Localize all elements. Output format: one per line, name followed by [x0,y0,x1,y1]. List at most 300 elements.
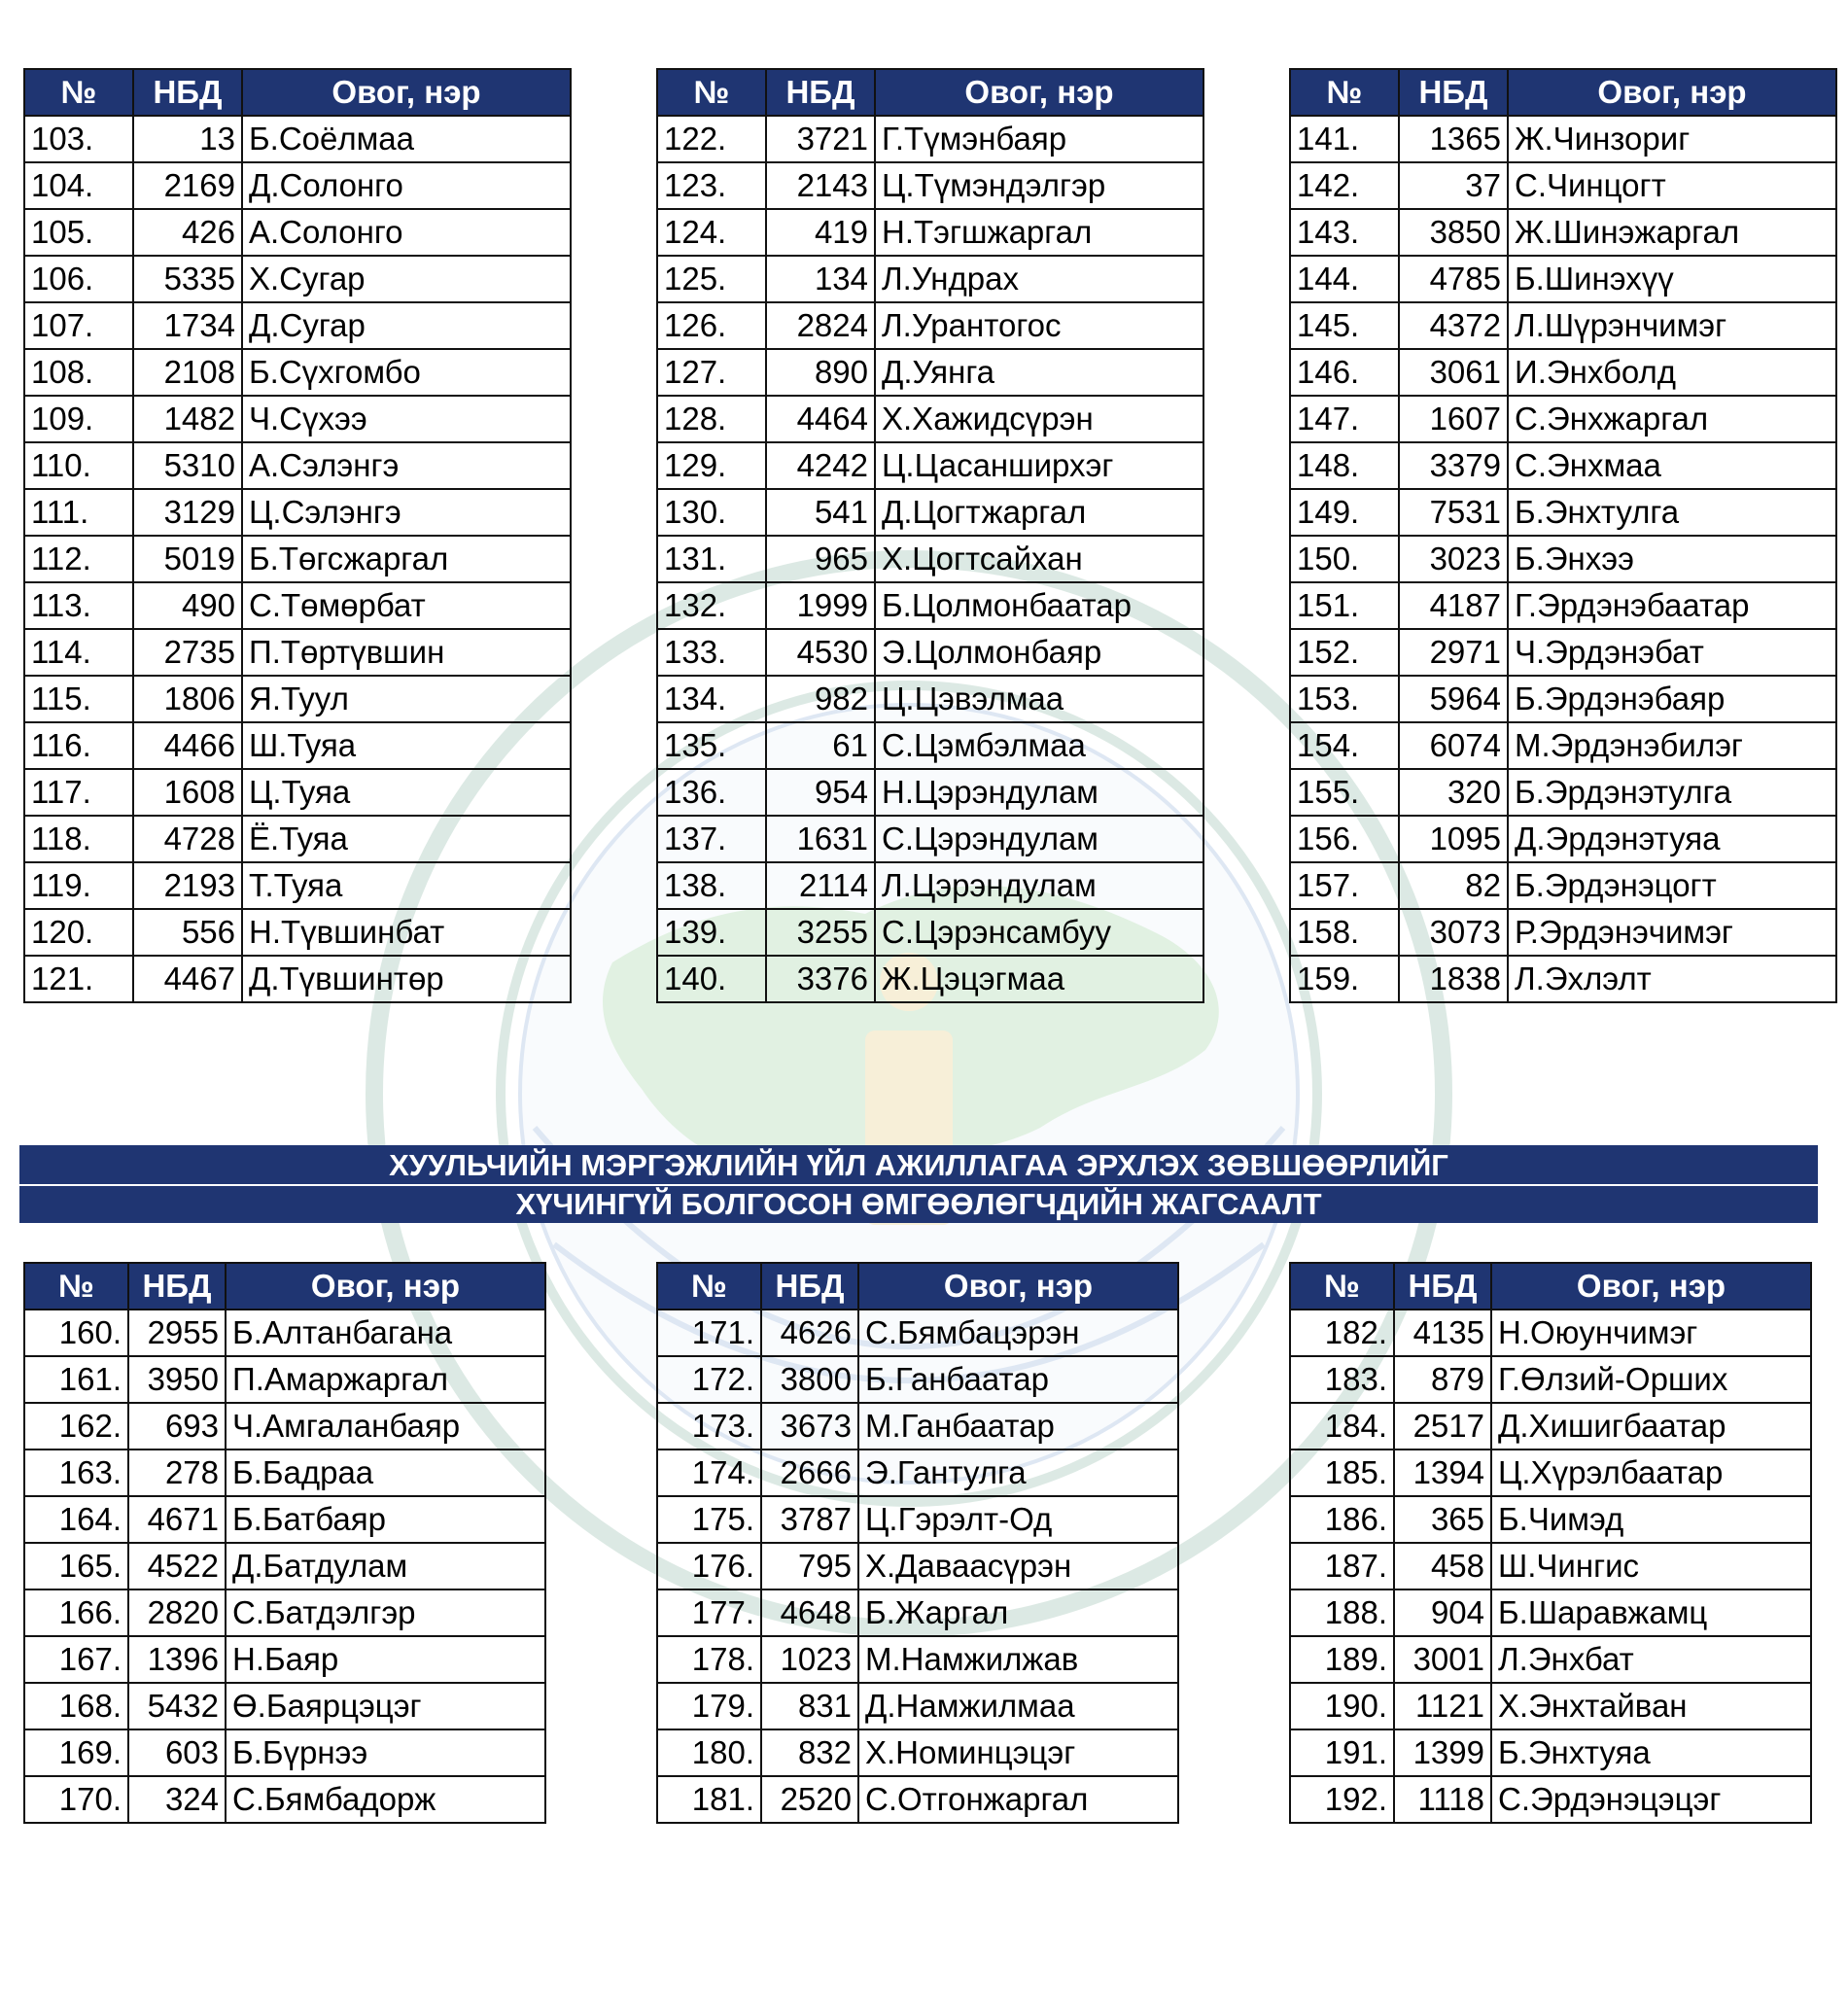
person-name: Д.Цогтжаргал [875,489,1203,536]
table-row [24,536,571,582]
table-row [657,116,1203,162]
person-name: Б.Батбаяр [226,1496,545,1543]
nbd-number: 693 [128,1403,226,1450]
person-name: М.Эрдэнэбилэг [1508,722,1836,769]
row-number: 139. [657,909,766,956]
person-name: Л.Цэрэндулам [875,862,1203,909]
row-number: 125. [657,256,766,302]
nbd-number: 1023 [761,1636,858,1683]
nbd-number: 2971 [1399,629,1508,676]
table-header-row [24,69,571,116]
top-table-3 [1289,68,1837,1003]
table-row [1290,489,1836,536]
top-table-2 [656,68,1204,1003]
nbd-number: 1482 [133,396,242,442]
nbd-number: 5432 [128,1683,226,1729]
nbd-number: 5310 [133,442,242,489]
row-number: 108. [24,349,133,396]
table-row [1290,1776,1811,1823]
nbd-number: 4464 [766,396,875,442]
person-name: Ч.Сүхээ [242,396,571,442]
table-row [1290,1403,1811,1450]
row-number: 114. [24,629,133,676]
person-name: Н.Баяр [226,1636,545,1683]
person-name: Б.Төгсжаргал [242,536,571,582]
person-name: Ё.Туяа [242,816,571,862]
nbd-number: 4785 [1399,256,1508,302]
person-name: Э.Цолмонбаяр [875,629,1203,676]
col-header-name: Овог, нэр [242,69,571,116]
person-name: Г.Түмэнбаяр [875,116,1203,162]
table-row [24,256,571,302]
table-row [657,816,1203,862]
nbd-number: 879 [1394,1356,1491,1403]
person-name: Ц.Гэрэлт-Од [858,1496,1178,1543]
nbd-number: 4648 [761,1589,858,1636]
row-number: 135. [657,722,766,769]
table-row [24,489,571,536]
table-row [657,1589,1178,1636]
person-name: Д.Солонго [242,162,571,209]
table-row [24,629,571,676]
banner-line-1: ХУУЛЬЧИЙН МЭРГЭЖЛИЙН ҮЙЛ АЖИЛЛАГАА ЭРХЛЭХ ЗӨВШӨӨРЛИЙГ [389,1148,1448,1182]
row-number: 105. [24,209,133,256]
row-number: 113. [24,582,133,629]
row-number: 165. [24,1543,128,1589]
row-number: 145. [1290,302,1399,349]
row-number: 116. [24,722,133,769]
table-row [657,302,1203,349]
person-name: С.Төмөрбат [242,582,571,629]
table-row [657,1403,1178,1450]
person-name: Д.Сугар [242,302,571,349]
person-name: Б.Соёлмаа [242,116,571,162]
table-header-row [657,69,1203,116]
person-name: М.Намжилжав [858,1636,1178,1683]
person-name: С.Цэрэндулам [875,816,1203,862]
table-row [24,302,571,349]
nbd-number: 890 [766,349,875,396]
row-number: 173. [657,1403,761,1450]
row-number: 178. [657,1636,761,1683]
col-header-nbd: НБД [133,69,242,116]
row-number: 158. [1290,909,1399,956]
table-row [657,1776,1178,1823]
person-name: Б.Энхтуяа [1491,1729,1811,1776]
row-number: 104. [24,162,133,209]
row-number: 157. [1290,862,1399,909]
person-name: С.Отгонжаргал [858,1776,1178,1823]
person-name: С.Цэрэнсамбуу [875,909,1203,956]
row-number: 168. [24,1683,128,1729]
row-number: 132. [657,582,766,629]
nbd-number: 278 [128,1450,226,1496]
nbd-number: 1999 [766,582,875,629]
nbd-number: 458 [1394,1543,1491,1589]
nbd-number: 4466 [133,722,242,769]
table-row [657,1496,1178,1543]
row-number: 187. [1290,1543,1394,1589]
table-row [657,722,1203,769]
nbd-number: 3023 [1399,536,1508,582]
nbd-number: 320 [1399,769,1508,816]
person-name: Т.Туяа [242,862,571,909]
table-row [24,1310,545,1356]
person-name: Н.Тэгшжаргал [875,209,1203,256]
nbd-number: 982 [766,676,875,722]
row-number: 167. [24,1636,128,1683]
person-name: Ш.Чингис [1491,1543,1811,1589]
table-row [657,209,1203,256]
nbd-number: 1806 [133,676,242,722]
person-name: Б.Алтанбагана [226,1310,545,1356]
nbd-number: 1838 [1399,956,1508,1002]
row-number: 191. [1290,1729,1394,1776]
nbd-number: 3376 [766,956,875,1002]
nbd-number: 3073 [1399,909,1508,956]
table-row [1290,676,1836,722]
nbd-number: 1734 [133,302,242,349]
person-name: А.Солонго [242,209,571,256]
table-row [24,582,571,629]
row-number: 142. [1290,162,1399,209]
person-name: Х.Хажидсүрэн [875,396,1203,442]
row-number: 124. [657,209,766,256]
row-number: 126. [657,302,766,349]
table-row [1290,769,1836,816]
table-row [24,442,571,489]
row-number: 161. [24,1356,128,1403]
row-number: 117. [24,769,133,816]
nbd-number: 3850 [1399,209,1508,256]
bottom-table-2 [656,1262,1179,1824]
person-name: Б.Чимэд [1491,1496,1811,1543]
table-row [657,956,1203,1002]
nbd-number: 5335 [133,256,242,302]
person-name: Л.Урантогос [875,302,1203,349]
nbd-number: 4530 [766,629,875,676]
table-row [657,676,1203,722]
table-header-row [1290,69,1836,116]
table-row [657,1729,1178,1776]
row-number: 138. [657,862,766,909]
nbd-number: 4671 [128,1496,226,1543]
row-number: 147. [1290,396,1399,442]
row-number: 144. [1290,256,1399,302]
nbd-number: 3379 [1399,442,1508,489]
table-row [657,489,1203,536]
person-name: Д.Хишигбаатар [1491,1403,1811,1450]
nbd-number: 4187 [1399,582,1508,629]
nbd-number: 6074 [1399,722,1508,769]
nbd-number: 61 [766,722,875,769]
row-number: 185. [1290,1450,1394,1496]
row-number: 180. [657,1729,761,1776]
col-header-nbd: НБД [1399,69,1508,116]
person-name: П.Төртүвшин [242,629,571,676]
person-name: Б.Шаравжамц [1491,1589,1811,1636]
nbd-number: 3787 [761,1496,858,1543]
row-number: 156. [1290,816,1399,862]
row-number: 141. [1290,116,1399,162]
nbd-number: 4467 [133,956,242,1002]
table-row [1290,209,1836,256]
col-header-nbd: НБД [766,69,875,116]
row-number: 170. [24,1776,128,1823]
person-name: П.Амаржаргал [226,1356,545,1403]
nbd-number: 1394 [1394,1450,1491,1496]
person-name: Ц.Хүрэлбаатар [1491,1450,1811,1496]
nbd-number: 965 [766,536,875,582]
table-row [657,629,1203,676]
nbd-number: 4135 [1394,1310,1491,1356]
nbd-number: 2520 [761,1776,858,1823]
nbd-number: 1607 [1399,396,1508,442]
nbd-number: 3001 [1394,1636,1491,1683]
col-header-no: № [24,69,133,116]
row-number: 190. [1290,1683,1394,1729]
table-row [657,1356,1178,1403]
person-name: Ч.Эрдэнэбат [1508,629,1836,676]
row-number: 186. [1290,1496,1394,1543]
table-row [1290,396,1836,442]
table-row [657,1450,1178,1496]
table-row [657,862,1203,909]
row-number: 177. [657,1589,761,1636]
table-row [24,209,571,256]
row-number: 162. [24,1403,128,1450]
row-number: 122. [657,116,766,162]
bottom-table-1 [23,1262,546,1824]
table-row [657,1636,1178,1683]
row-number: 181. [657,1776,761,1823]
person-name: Ө.Баярцэцэг [226,1683,545,1729]
row-number: 150. [1290,536,1399,582]
table-row [24,162,571,209]
row-number: 103. [24,116,133,162]
table-row [1290,862,1836,909]
table-row [657,1310,1178,1356]
nbd-number: 541 [766,489,875,536]
table-row [1290,1356,1811,1403]
person-name: А.Сэлэнгэ [242,442,571,489]
row-number: 112. [24,536,133,582]
table-row [657,769,1203,816]
col-header-nbd: НБД [761,1263,858,1310]
row-number: 107. [24,302,133,349]
table-header-row [657,1263,1178,1310]
nbd-number: 2193 [133,862,242,909]
table-row [24,676,571,722]
table-row [657,442,1203,489]
nbd-number: 4242 [766,442,875,489]
table-row [657,1683,1178,1729]
person-name: Н.Түвшинбат [242,909,571,956]
row-number: 182. [1290,1310,1394,1356]
person-name: Б.Эрдэнэтулга [1508,769,1836,816]
table-row [657,396,1203,442]
nbd-number: 490 [133,582,242,629]
table-row [1290,1683,1811,1729]
person-name: Д.Батдулам [226,1543,545,1589]
table-row [657,909,1203,956]
person-name: Д.Уянга [875,349,1203,396]
nbd-number: 603 [128,1729,226,1776]
nbd-number: 3255 [766,909,875,956]
row-number: 172. [657,1356,761,1403]
table-row [24,1636,545,1683]
person-name: Б.Бүрнээ [226,1729,545,1776]
row-number: 121. [24,956,133,1002]
row-number: 152. [1290,629,1399,676]
person-name: Б.Цолмонбаатар [875,582,1203,629]
row-number: 154. [1290,722,1399,769]
row-number: 149. [1290,489,1399,536]
person-name: Ш.Туяа [242,722,571,769]
table-row [657,582,1203,629]
table-row [1290,302,1836,349]
table-row [24,1683,545,1729]
table-row [24,1589,545,1636]
table-row [657,536,1203,582]
person-name: Ц.Сэлэнгэ [242,489,571,536]
table-row [1290,162,1836,209]
nbd-number: 7531 [1399,489,1508,536]
nbd-number: 1396 [128,1636,226,1683]
col-header-nbd: НБД [1394,1263,1491,1310]
table-row [1290,909,1836,956]
row-number: 140. [657,956,766,1002]
person-name: Ж.Чинзориг [1508,116,1836,162]
col-header-name: Овог, нэр [858,1263,1178,1310]
row-number: 123. [657,162,766,209]
person-name: Н.Оюунчимэг [1491,1310,1811,1356]
table-row [24,769,571,816]
row-number: 120. [24,909,133,956]
person-name: Б.Энхээ [1508,536,1836,582]
col-header-no: № [657,69,766,116]
person-name: Ц.Туяа [242,769,571,816]
row-number: 119. [24,862,133,909]
nbd-number: 426 [133,209,242,256]
banner-line-2: ХҮЧИНГҮЙ БОЛГОСОН ӨМГӨӨЛӨГЧДИЙН ЖАГСААЛТ [515,1187,1322,1221]
nbd-number: 4372 [1399,302,1508,349]
person-name: Ц.Цасанширхэг [875,442,1203,489]
table-row [1290,582,1836,629]
row-number: 160. [24,1310,128,1356]
person-name: Б.Эрдэнэбаяр [1508,676,1836,722]
person-name: Х.Даваасүрэн [858,1543,1178,1589]
nbd-number: 1365 [1399,116,1508,162]
table-row [24,116,571,162]
person-name: М.Ганбаатар [858,1403,1178,1450]
person-name: Л.Шүрэнчимэг [1508,302,1836,349]
row-number: 176. [657,1543,761,1589]
row-number: 151. [1290,582,1399,629]
row-number: 106. [24,256,133,302]
person-name: Х.Сугар [242,256,571,302]
person-name: С.Бямбадорж [226,1776,545,1823]
table-row [1290,442,1836,489]
nbd-number: 904 [1394,1589,1491,1636]
table-row [1290,722,1836,769]
person-name: Х.Энхтайван [1491,1683,1811,1729]
row-number: 146. [1290,349,1399,396]
person-name: Б.Бадраа [226,1450,545,1496]
nbd-number: 2114 [766,862,875,909]
row-number: 129. [657,442,766,489]
person-name: Ц.Түмэндэлгэр [875,162,1203,209]
nbd-number: 1399 [1394,1729,1491,1776]
table-row [1290,536,1836,582]
row-number: 130. [657,489,766,536]
person-name: Д.Намжилмаа [858,1683,1178,1729]
nbd-number: 2820 [128,1589,226,1636]
table-row [24,722,571,769]
nbd-number: 2666 [761,1450,858,1496]
nbd-number: 3129 [133,489,242,536]
table-header-row [1290,1263,1811,1310]
nbd-number: 2143 [766,162,875,209]
row-number: 188. [1290,1589,1394,1636]
row-number: 134. [657,676,766,722]
person-name: Д.Эрдэнэтуяа [1508,816,1836,862]
person-name: Ц.Цэвэлмаа [875,676,1203,722]
row-number: 109. [24,396,133,442]
person-name: С.Энхжаргал [1508,396,1836,442]
nbd-number: 832 [761,1729,858,1776]
row-number: 189. [1290,1636,1394,1683]
col-header-no: № [1290,69,1399,116]
table-row [1290,1636,1811,1683]
row-number: 164. [24,1496,128,1543]
person-name: Р.Эрдэнэчимэг [1508,909,1836,956]
table-row [1290,1496,1811,1543]
table-row [1290,816,1836,862]
row-number: 174. [657,1450,761,1496]
person-name: Х.Цогтсайхан [875,536,1203,582]
row-number: 179. [657,1683,761,1729]
nbd-number: 4728 [133,816,242,862]
table-row [24,1403,545,1450]
person-name: Г.Эрдэнэбаатар [1508,582,1836,629]
nbd-number: 2517 [1394,1403,1491,1450]
table-row [1290,1450,1811,1496]
person-name: Б.Жаргал [858,1589,1178,1636]
person-name: Л.Ундрах [875,256,1203,302]
nbd-number: 2955 [128,1310,226,1356]
row-number: 115. [24,676,133,722]
table-row [657,349,1203,396]
table-row [24,1356,545,1403]
nbd-number: 1631 [766,816,875,862]
row-number: 148. [1290,442,1399,489]
person-name: С.Бямбацэрэн [858,1310,1178,1356]
col-header-name: Овог, нэр [226,1263,545,1310]
nbd-number: 954 [766,769,875,816]
row-number: 169. [24,1729,128,1776]
person-name: Б.Энхтулга [1508,489,1836,536]
nbd-number: 5019 [133,536,242,582]
person-name: С.Чинцогт [1508,162,1836,209]
table-row [1290,349,1836,396]
nbd-number: 2735 [133,629,242,676]
table-row [1290,1589,1811,1636]
row-number: 136. [657,769,766,816]
bottom-table-3 [1289,1262,1812,1824]
row-number: 153. [1290,676,1399,722]
row-number: 110. [24,442,133,489]
